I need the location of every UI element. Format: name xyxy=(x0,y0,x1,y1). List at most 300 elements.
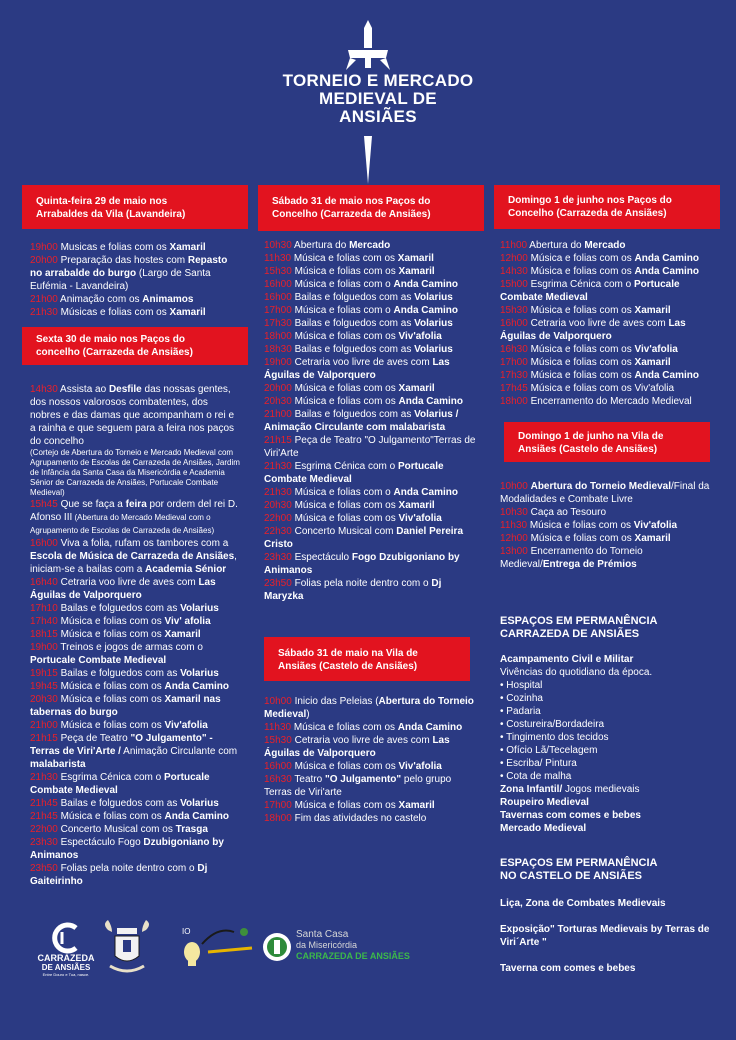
list-item xyxy=(264,330,476,343)
event-text: Teatro xyxy=(291,774,325,785)
event-highlight: Portucale Combate Medieval xyxy=(500,279,680,303)
list-item xyxy=(30,823,240,836)
event-highlight: malabarista xyxy=(30,759,86,770)
event-highlight: Portucale Combate Medieval xyxy=(30,655,167,666)
list-item xyxy=(30,306,240,319)
event-time: 15h00 xyxy=(500,279,528,290)
event-text: Preparação das hostes com xyxy=(57,255,188,266)
event-highlight: Mercado xyxy=(349,240,391,251)
list-item xyxy=(30,810,240,823)
event-time: 21h45 xyxy=(30,811,58,822)
title-line-1: TORNEIO E MERCADO xyxy=(282,71,474,90)
logo-strip xyxy=(36,918,416,988)
list-item: • Padaria xyxy=(500,706,541,717)
list-item xyxy=(30,667,240,680)
event-text: Música e folias com o xyxy=(291,487,394,498)
banner-line: Concelho (Carrazeda de Ansiães) xyxy=(272,209,431,220)
list-item xyxy=(500,356,716,369)
event-text: Que se faça a xyxy=(57,499,126,510)
list-item xyxy=(500,506,716,519)
banner-line: Ansiães (Castelo de Ansiães) xyxy=(518,444,658,455)
espacos-carrazeda xyxy=(494,571,720,835)
zona-infantil xyxy=(500,783,720,796)
event-highlight: Xamaril xyxy=(634,357,671,368)
event-time: 23h50 xyxy=(30,863,58,874)
section-title: ESPAÇOS EM PERMANÊNCIA xyxy=(500,857,658,869)
event-time: 10h30 xyxy=(264,240,292,251)
event-list-domingo-castelo xyxy=(494,462,720,571)
list-item xyxy=(500,252,716,265)
list-item xyxy=(264,799,476,812)
event-list-sexta xyxy=(22,365,248,888)
logo-mark: IO xyxy=(182,927,191,936)
banner-domingo-pacos xyxy=(494,185,720,229)
event-text: Animação com os xyxy=(57,294,143,305)
event-text: Bailas e folguedos com as xyxy=(291,344,415,355)
list-item xyxy=(500,519,716,532)
section-heading: Roupeiro Medieval xyxy=(500,797,589,808)
event-highlight: Mercado xyxy=(584,240,626,251)
list-item xyxy=(30,862,240,888)
logo-text: CARRAZEDA xyxy=(37,953,95,963)
banner-sexta xyxy=(22,327,248,365)
event-text: Música e folias com os xyxy=(57,681,165,692)
event-highlight: Anda Camino xyxy=(393,487,458,498)
event-highlight: Viv'afolia xyxy=(633,520,678,531)
list-item xyxy=(264,512,476,525)
list-item xyxy=(500,369,716,382)
event-text: Bailas e folguedos com as xyxy=(57,668,181,679)
event-highlight: Entrega de Prémios xyxy=(542,559,637,570)
event-text: Música e folias com os xyxy=(527,370,635,381)
event-highlight: "O Julgamento" - Terras de Viri'Arte / xyxy=(30,733,213,757)
event-time: 21h30 xyxy=(30,772,58,783)
list-item xyxy=(264,343,476,356)
event-text: Concerto Musical com xyxy=(291,526,397,537)
section-heading: Liça, Zona de Combates Medievais xyxy=(500,898,666,909)
section-heading: Tavernas com comes e bebes xyxy=(500,810,641,821)
event-time: 19h45 xyxy=(30,681,58,692)
event-text: Esgrima Cénica com o xyxy=(527,279,634,290)
event-time: 17h30 xyxy=(264,318,292,329)
event-time: 10h00 xyxy=(264,696,292,707)
event-text: Folias pela noite dentro com o xyxy=(291,578,432,589)
list-item xyxy=(30,383,240,498)
column-3 xyxy=(494,185,720,975)
column-1 xyxy=(22,185,248,888)
event-time: 15h30 xyxy=(264,266,292,277)
event-text: Cetraria voo livre de aves com xyxy=(291,357,433,368)
event-text: Peça de Teatro xyxy=(57,733,131,744)
event-text: das nossas gentes, dos nossos valorosos combatentes, dos nobres e das damas que acompanham o rei e a rainha e que seguem para a feira nos paços do concelho xyxy=(30,384,235,447)
list-item xyxy=(500,382,716,395)
list-item xyxy=(264,760,476,773)
list-item xyxy=(264,486,476,499)
event-time: 20h00 xyxy=(30,255,58,266)
list-item xyxy=(264,734,476,760)
event-time: 16h00 xyxy=(264,292,292,303)
event-highlight: Academia Sénior xyxy=(145,564,227,575)
event-text: Caça ao Tesouro xyxy=(527,507,607,518)
event-list-sexta-rest xyxy=(30,537,240,888)
event-time: 16h00 xyxy=(500,318,528,329)
list-item xyxy=(500,532,716,545)
event-time: 21h00 xyxy=(30,294,58,305)
list-item xyxy=(264,695,476,721)
list-item xyxy=(500,239,716,252)
event-time: 15h30 xyxy=(264,735,292,746)
list-item xyxy=(30,254,240,293)
list-item xyxy=(500,304,716,317)
event-highlight: Xamaril xyxy=(398,266,435,277)
list-item xyxy=(264,317,476,330)
banner-sabado-castelo xyxy=(264,637,470,681)
event-list-quinta xyxy=(22,229,248,319)
event-highlight: Volarius xyxy=(414,344,453,355)
logo-tagline: Entre Douro e Tua, nasce. xyxy=(42,972,90,977)
event-highlight: Xamaril xyxy=(634,533,671,544)
list-item xyxy=(264,356,476,382)
event-time: 19h00 xyxy=(30,642,58,653)
list-item xyxy=(500,343,716,356)
event-note: (Abertura do Mercado Medieval com o Agrupamento de Escolas de Carrazeda de Ansiães) xyxy=(30,513,215,535)
list-item xyxy=(500,278,716,304)
event-highlight: Volarius xyxy=(414,318,453,329)
event-text: Música e folias com os xyxy=(57,694,165,705)
event-time: 16h40 xyxy=(30,577,58,588)
event-time: 19h00 xyxy=(30,242,58,253)
event-text: Abertura do xyxy=(527,240,585,251)
event-time: 10h30 xyxy=(500,507,528,518)
event-time: 18h00 xyxy=(264,813,292,824)
section-heading: Mercado Medieval xyxy=(500,823,587,834)
event-time: 17h00 xyxy=(500,357,528,368)
event-highlight: Anda Camino xyxy=(164,811,229,822)
event-text: Música e folias com os xyxy=(291,266,399,277)
event-text: Música e folias com os xyxy=(291,761,399,772)
banner-sabado-pacos xyxy=(258,185,484,231)
event-highlight: Anda Camino xyxy=(164,681,229,692)
espacos-castelo xyxy=(494,835,720,975)
event-text: Música e folias com os xyxy=(57,720,165,731)
list-item xyxy=(30,576,240,602)
event-text: Folias pela noite dentro com o xyxy=(57,863,198,874)
list-item: • Cozinha xyxy=(500,693,543,704)
list-item xyxy=(30,771,240,797)
event-time: 18h15 xyxy=(30,629,58,640)
event-time: 11h30 xyxy=(264,253,292,264)
header xyxy=(0,8,736,178)
list-item xyxy=(500,265,716,278)
event-highlight: Portucale Combate Medieval xyxy=(264,461,444,485)
event-highlight: Trasga xyxy=(175,824,208,835)
event-highlight: Xamaril xyxy=(398,500,435,511)
list-item xyxy=(264,265,476,278)
list-item xyxy=(30,537,240,576)
list-item xyxy=(500,317,716,343)
event-text: (Largo de Santa Eufémia - Lavandeira) xyxy=(30,268,211,292)
event-highlight: Anda Camino xyxy=(393,305,458,316)
list-item xyxy=(264,408,476,434)
list-item: • Ofício Lã/Tecelagem xyxy=(500,745,598,756)
section-heading: Taverna com comes e bebes xyxy=(500,963,636,974)
list-item xyxy=(264,278,476,291)
logo-text: da Misericórdia xyxy=(296,940,358,950)
event-time: 10h00 xyxy=(500,481,528,492)
event-text: Bailas e folguedos com as xyxy=(291,318,415,329)
event-time: 12h00 xyxy=(500,533,528,544)
event-text: , iniciam-se a bailas com a xyxy=(30,551,237,575)
event-text: Música e folias com os xyxy=(291,331,399,342)
event-highlight: Viv'afolia xyxy=(164,720,208,731)
banner-line: Domingo 1 de junho nos Paços do xyxy=(508,195,672,206)
event-highlight: "O Julgamento" xyxy=(324,774,402,785)
event-text: Viva a folia, rufam os tambores com a xyxy=(57,538,229,549)
event-time: 21h00 xyxy=(264,409,292,420)
list-item xyxy=(30,797,240,810)
event-highlight: Las Águilas de Valporquero xyxy=(500,318,686,342)
event-highlight: Las Águilas de Valporquero xyxy=(264,357,450,381)
page-title xyxy=(268,72,488,126)
logo-academia xyxy=(178,922,258,977)
event-text: Música e folias com o xyxy=(291,305,394,316)
event-time: 13h00 xyxy=(500,546,528,557)
event-highlight: Xamaril xyxy=(169,307,206,318)
event-text: ) xyxy=(306,709,310,720)
event-time: 11h00 xyxy=(500,240,528,251)
event-text: Esgrima Cénica com o xyxy=(291,461,398,472)
section-heading: Acampamento Civil e Militar xyxy=(500,654,634,665)
event-text: Cetraria voo livre de aves com xyxy=(527,318,669,329)
section-text: Vivências do quotidiano da época. xyxy=(500,667,653,678)
event-text: Música e folias com os xyxy=(527,305,635,316)
list-item xyxy=(264,499,476,512)
crest-icon xyxy=(102,920,152,978)
logo-carrazeda xyxy=(36,922,96,978)
event-text: Fim das atividades no castelo xyxy=(291,813,427,824)
event-text: Música e folias com os xyxy=(291,500,399,511)
event-text: Música e folias com os xyxy=(57,629,165,640)
banner-line: Concelho (Carrazeda de Ansiães) xyxy=(508,208,667,219)
section-title: CARRAZEDA DE ANSIÃES xyxy=(500,628,640,640)
event-text: Músicas e folias com os xyxy=(57,307,170,318)
event-time: 16h00 xyxy=(264,761,292,772)
event-time: 15h30 xyxy=(500,305,528,316)
event-highlight: Xamaril xyxy=(634,305,671,316)
event-time: 18h00 xyxy=(500,396,528,407)
event-text: pelo grupo Terras de Viri'arte xyxy=(264,774,452,798)
list-item: • Cota de malha xyxy=(500,771,572,782)
list-item xyxy=(264,382,476,395)
logo-text: DE ANSIÃES xyxy=(41,963,91,972)
event-time: 22h00 xyxy=(264,513,292,524)
section-title: NO CASTELO DE ANSIÃES xyxy=(500,870,642,882)
event-text: Abertura do xyxy=(291,240,350,251)
title-line-3: ANSIÃES xyxy=(339,107,417,126)
lightbulb-leaf-icon xyxy=(178,922,258,972)
event-time: 22h30 xyxy=(264,526,292,537)
banner-line: Ansiães (Castelo de Ansiães) xyxy=(278,661,418,672)
event-time: 16h30 xyxy=(264,774,292,785)
event-time: 21h15 xyxy=(30,733,58,744)
list-item: • Costureira/Bordadeira xyxy=(500,719,605,730)
event-text: Encerramento do Torneio Medieval/ xyxy=(500,546,643,570)
list-item xyxy=(264,434,476,460)
list-item: • Hospital xyxy=(500,680,543,691)
event-text: Música e folias com os xyxy=(291,396,399,407)
event-highlight: Viv'afolia xyxy=(634,344,678,355)
list-item xyxy=(30,641,240,667)
event-highlight: Xamaril xyxy=(398,800,435,811)
event-list-sabado-castelo xyxy=(258,681,484,825)
event-text: Bailas e folguedos com as xyxy=(291,409,415,420)
event-time: 15h45 xyxy=(30,499,58,510)
event-highlight: Anda Camino xyxy=(634,370,699,381)
event-text: Musicas e folias com os xyxy=(57,242,170,253)
event-time: 23h30 xyxy=(30,837,58,848)
event-text: Bailas e folguedos com as xyxy=(291,292,415,303)
event-text: Bailas e folguedos com as xyxy=(57,603,181,614)
event-highlight: feira xyxy=(125,499,147,510)
event-highlight: Portucale Combate Medieval xyxy=(30,772,210,796)
event-time: 12h00 xyxy=(500,253,528,264)
event-time: 20h30 xyxy=(30,694,58,705)
event-time: 19h00 xyxy=(264,357,292,368)
event-time: 17h40 xyxy=(30,616,58,627)
list-item xyxy=(264,291,476,304)
event-time: 23h50 xyxy=(264,578,292,589)
event-highlight: Las Águilas de Valporquero xyxy=(264,735,450,759)
event-time: 20h30 xyxy=(264,396,292,407)
event-highlight: Volarius / Animação Circulante com malabarista xyxy=(264,409,459,433)
banner-domingo-castelo xyxy=(504,422,710,462)
event-time: 21h00 xyxy=(30,720,58,731)
list-item xyxy=(500,545,716,571)
logo-text: CARRAZEDA DE ANSIÃES xyxy=(296,951,410,961)
event-text: Música e folias com os xyxy=(291,513,399,524)
event-time: 18h30 xyxy=(264,344,292,355)
event-time: 11h30 xyxy=(500,520,528,531)
event-time: 21h15 xyxy=(264,435,292,446)
list-item xyxy=(30,719,240,732)
list-item xyxy=(30,680,240,693)
event-highlight: Las Águilas de Valporquero xyxy=(30,577,216,601)
banner-line: Sábado 31 de maio nos Paços do xyxy=(272,196,431,207)
event-highlight: Anda Camino xyxy=(397,722,463,733)
event-text: Esgrima Cénica com o xyxy=(57,772,164,783)
event-text: Música e folias com os xyxy=(527,253,635,264)
event-highlight: Anda Camino xyxy=(398,396,463,407)
event-text: Peça de Teatro "O Julgamento"Terras de Viri'Arte xyxy=(264,435,476,459)
event-highlight: Xamaril xyxy=(398,383,435,394)
event-text: Animação Circulante com xyxy=(120,746,238,757)
list-item xyxy=(264,252,476,265)
list-item xyxy=(30,293,240,306)
event-time: 11h30 xyxy=(264,722,292,733)
list-item xyxy=(264,525,476,551)
logo-text: Santa Casa xyxy=(296,929,349,940)
event-text: Música e folias com os xyxy=(291,383,399,394)
event-highlight: Daniel Pereira Cristo xyxy=(264,526,464,550)
event-text: Cetraria voo livre de aves com xyxy=(57,577,199,588)
event-text: Concerto Musical com os xyxy=(57,824,176,835)
event-time: 17h30 xyxy=(500,370,528,381)
event-highlight: Volarius xyxy=(180,798,219,809)
event-text: Música e folias com os xyxy=(527,266,635,277)
logo-school xyxy=(102,920,152,983)
event-text: Música e folias com os xyxy=(57,811,165,822)
event-text: por ordem del rei D. Afonso III xyxy=(30,499,238,523)
event-time: 14h30 xyxy=(30,384,58,395)
event-time: 18h00 xyxy=(264,331,292,342)
list-item xyxy=(500,395,716,408)
banner-line: Domingo 1 de junho na Vila de xyxy=(518,431,664,442)
event-highlight: Dj Maryzka xyxy=(264,578,442,602)
list-item xyxy=(264,721,476,734)
list-item xyxy=(264,239,476,252)
event-highlight: Viv'afolia xyxy=(398,761,442,772)
title-line-2: MEDIEVAL DE xyxy=(319,89,437,108)
event-text: Espectáculo Fogo xyxy=(57,837,144,848)
banner-line: Sexta 30 de maio nos Paços do xyxy=(36,334,185,345)
event-time: 20h00 xyxy=(264,383,292,394)
event-time: 21h45 xyxy=(30,798,58,809)
event-time: 17h10 xyxy=(30,603,58,614)
event-time: 20h30 xyxy=(264,500,292,511)
list-item: • Tingimento dos tecidos xyxy=(500,732,609,743)
event-text: Inicio das Peleias ( xyxy=(291,696,379,707)
list-item xyxy=(30,836,240,862)
event-highlight: Abertura do Torneio Medieval xyxy=(530,481,671,492)
list-item xyxy=(30,628,240,641)
event-highlight: Volarius xyxy=(414,292,453,303)
event-time: 14h30 xyxy=(500,266,528,277)
section-heading: Exposição" Torturas Medievais by Terras de Viri´Arte " xyxy=(500,924,710,948)
section-heading: Zona Infantil/ xyxy=(500,784,563,795)
event-time: 23h30 xyxy=(264,552,292,563)
event-note: (Cortejo de Abertura do Torneio e Mercado Medieval com Agrupamento de Escolas de Carrazeda de Ansiães, Jardim de Infância da Santa Casa da Misericórdia e Academia Sénior de Carrazeda de Ansiães, Portucale Combate Medieval) xyxy=(30,448,240,497)
event-highlight: Desfile xyxy=(108,384,142,395)
event-text: Música e folias com os xyxy=(291,722,398,733)
event-text: Espectáculo xyxy=(291,552,352,563)
event-time: 21h30 xyxy=(264,461,292,472)
event-list-domingo-pacos xyxy=(494,229,720,408)
event-highlight: Fogo Dzubigoniano by Animanos xyxy=(264,552,460,576)
event-highlight: Volarius xyxy=(180,668,219,679)
event-highlight: Xamaril xyxy=(397,253,434,264)
banner-line: Sábado 31 de maio na Vila de xyxy=(278,648,418,659)
list-item xyxy=(264,773,476,799)
event-highlight: Dzubigoniano by Animanos xyxy=(30,837,224,861)
carrazeda-c-icon xyxy=(48,922,84,954)
event-text: /Final da Modalidades e Combate Livre xyxy=(500,481,710,505)
list-item xyxy=(264,551,476,577)
event-text: Bailas e folguedos com as xyxy=(57,798,181,809)
event-time: 19h15 xyxy=(30,668,58,679)
event-highlight: Volarius xyxy=(180,603,219,614)
banner-line: concelho (Carrazeda de Ansiães) xyxy=(36,347,193,358)
event-text: Treinos e jogos de armas com o xyxy=(57,642,203,653)
event-time: 16h00 xyxy=(30,538,58,549)
event-text: Música e folias com os xyxy=(291,253,398,264)
event-text: Música e folias com os Viv'afolia xyxy=(527,383,675,394)
list-item xyxy=(30,732,240,771)
list-item xyxy=(30,241,240,254)
list-item xyxy=(30,693,240,719)
column-2 xyxy=(258,185,484,825)
section-text: Jogos medievais xyxy=(562,784,640,795)
list-item xyxy=(264,304,476,317)
